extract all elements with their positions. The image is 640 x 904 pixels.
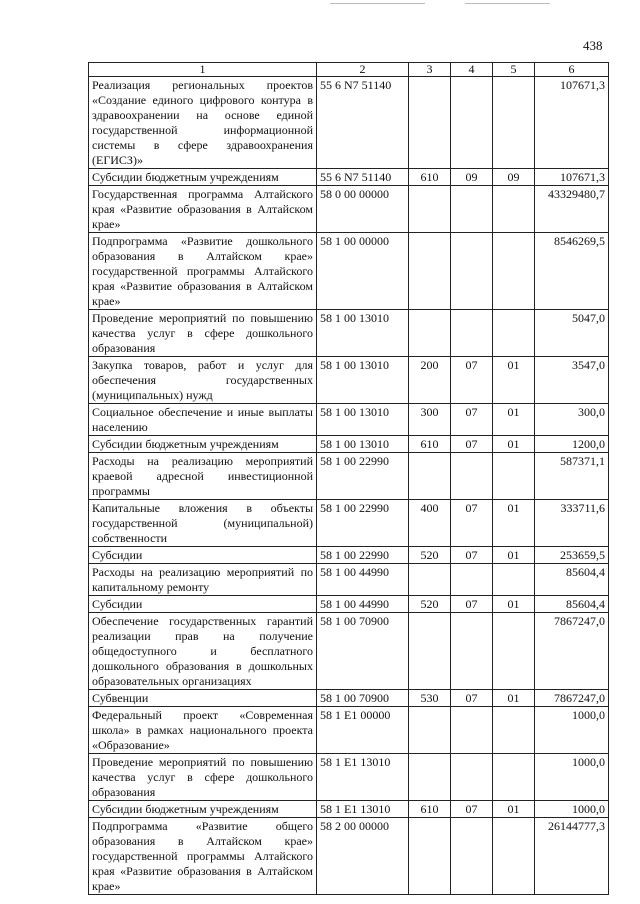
row-name: Субсидии бюджетным учреждениям — [89, 436, 317, 453]
amount: 1000,0 — [535, 707, 609, 754]
column-header: 3 — [409, 63, 451, 77]
table-row — [89, 436, 609, 453]
table-row — [89, 404, 609, 436]
subsection-code — [493, 818, 535, 895]
expense-type-code: 300 — [409, 404, 451, 436]
program-code: 58 1 00 22990 — [317, 500, 409, 547]
scan-artifact-line — [330, 3, 425, 4]
row-name: Государственная программа Алтайского края «Развитие образования в Алтайском крае» — [89, 186, 317, 233]
row-name: Субсидии бюджетным учреждениям — [89, 801, 317, 818]
budget-table-body — [89, 63, 609, 895]
amount: 1000,0 — [535, 801, 609, 818]
section-code: 07 — [451, 690, 493, 707]
expense-type-code: 400 — [409, 500, 451, 547]
program-code: 58 1 00 13010 — [317, 404, 409, 436]
amount: 26144777,3 — [535, 818, 609, 895]
section-code: 07 — [451, 404, 493, 436]
subsection-code: 01 — [493, 801, 535, 818]
expense-type-code — [409, 818, 451, 895]
program-code: 58 1 00 70900 — [317, 613, 409, 690]
row-name: Расходы на реализацию мероприятий по капитальному ремонту — [89, 564, 317, 596]
amount: 7867247,0 — [535, 613, 609, 690]
program-code: 58 1 E1 00000 — [317, 707, 409, 754]
subsection-code: 01 — [493, 690, 535, 707]
row-name: Расходы на реализацию мероприятий краевой адресной инвестиционной программы — [89, 453, 317, 500]
row-name: Субвенции — [89, 690, 317, 707]
table-row — [89, 453, 609, 500]
row-name: Проведение мероприятий по повышению качества услуг в сфере дошкольного образования — [89, 310, 317, 357]
table-row — [89, 77, 609, 169]
amount: 3547,0 — [535, 357, 609, 404]
budget-table — [88, 62, 609, 895]
subsection-code — [493, 186, 535, 233]
program-code: 58 1 00 70900 — [317, 690, 409, 707]
table-row — [89, 169, 609, 186]
section-code — [451, 707, 493, 754]
table-row — [89, 564, 609, 596]
amount: 85604,4 — [535, 564, 609, 596]
subsection-code: 09 — [493, 169, 535, 186]
expense-type-code — [409, 707, 451, 754]
expense-type-code — [409, 754, 451, 801]
amount: 253659,5 — [535, 547, 609, 564]
row-name: Капитальные вложения в объекты государственной (муниципальной) собственности — [89, 500, 317, 547]
subsection-code — [493, 707, 535, 754]
section-code — [451, 186, 493, 233]
expense-type-code — [409, 233, 451, 310]
section-code — [451, 818, 493, 895]
program-code: 58 1 00 13010 — [317, 436, 409, 453]
program-code: 58 1 E1 13010 — [317, 801, 409, 818]
section-code: 07 — [451, 596, 493, 613]
expense-type-code: 200 — [409, 357, 451, 404]
table-row — [89, 818, 609, 895]
expense-type-code: 610 — [409, 436, 451, 453]
section-code — [451, 564, 493, 596]
expense-type-code — [409, 77, 451, 169]
subsection-code: 01 — [493, 357, 535, 404]
row-name: Подпрограмма «Развитие дошкольного образования в Алтайском крае» государственной программы Алтайского края «Развитие образования в Алтайском крае» — [89, 233, 317, 310]
column-header: 4 — [451, 63, 493, 77]
program-code: 58 1 00 44990 — [317, 596, 409, 613]
program-code: 58 1 00 13010 — [317, 357, 409, 404]
program-code: 58 1 00 13010 — [317, 310, 409, 357]
subsection-code — [493, 233, 535, 310]
subsection-code: 01 — [493, 436, 535, 453]
program-code: 55 6 N7 51140 — [317, 169, 409, 186]
table-row — [89, 707, 609, 754]
section-code — [451, 77, 493, 169]
expense-type-code — [409, 186, 451, 233]
table-row — [89, 310, 609, 357]
row-name: Подпрограмма «Развитие общего образования в Алтайском крае» государственной программы Алтайского края «Развитие образования в Алтайском крае» — [89, 818, 317, 895]
amount: 107671,3 — [535, 77, 609, 169]
row-name: Закупка товаров, работ и услуг для обеспечения государственных (муниципальных) нужд — [89, 357, 317, 404]
amount: 333711,6 — [535, 500, 609, 547]
amount: 1000,0 — [535, 754, 609, 801]
section-code: 07 — [451, 801, 493, 818]
program-code: 58 1 00 00000 — [317, 233, 409, 310]
section-code: 07 — [451, 436, 493, 453]
scan-artifact-line — [465, 3, 550, 4]
program-code: 58 0 00 00000 — [317, 186, 409, 233]
column-header: 5 — [493, 63, 535, 77]
subsection-code: 01 — [493, 404, 535, 436]
row-name: Федеральный проект «Современная школа» в рамках национального проекта «Образование» — [89, 707, 317, 754]
section-code: 07 — [451, 357, 493, 404]
row-name: Проведение мероприятий по повышению качества услуг в сфере дошкольного образования — [89, 754, 317, 801]
row-name: Субсидии — [89, 596, 317, 613]
table-row — [89, 754, 609, 801]
column-header: 2 — [317, 63, 409, 77]
expense-type-code: 610 — [409, 801, 451, 818]
amount: 300,0 — [535, 404, 609, 436]
section-code: 09 — [451, 169, 493, 186]
amount: 1200,0 — [535, 436, 609, 453]
table-row — [89, 613, 609, 690]
expense-type-code: 610 — [409, 169, 451, 186]
program-code: 58 1 E1 13010 — [317, 754, 409, 801]
table-row — [89, 357, 609, 404]
program-code: 58 1 00 44990 — [317, 564, 409, 596]
amount: 43329480,7 — [535, 186, 609, 233]
table-row — [89, 186, 609, 233]
program-code: 58 1 00 22990 — [317, 453, 409, 500]
subsection-code — [493, 310, 535, 357]
section-code — [451, 310, 493, 357]
column-header: 6 — [535, 63, 609, 77]
section-code: 07 — [451, 500, 493, 547]
expense-type-code — [409, 613, 451, 690]
amount: 7867247,0 — [535, 690, 609, 707]
section-code — [451, 613, 493, 690]
subsection-code — [493, 564, 535, 596]
expense-type-code: 520 — [409, 547, 451, 564]
program-code: 58 2 00 00000 — [317, 818, 409, 895]
row-name: Субсидии бюджетным учреждениям — [89, 169, 317, 186]
expense-type-code — [409, 564, 451, 596]
amount: 587371,1 — [535, 453, 609, 500]
subsection-code — [493, 754, 535, 801]
subsection-code: 01 — [493, 547, 535, 564]
section-code: 07 — [451, 547, 493, 564]
subsection-code — [493, 453, 535, 500]
row-name: Реализация региональных проектов «Создание единого цифрового контура в здравоохранении на основе единой государственной информационной системы в сфере здравоохранения (ЕГИСЗ)» — [89, 77, 317, 169]
amount: 5047,0 — [535, 310, 609, 357]
subsection-code — [493, 613, 535, 690]
section-code — [451, 754, 493, 801]
expense-type-code: 520 — [409, 596, 451, 613]
table-row — [89, 596, 609, 613]
row-name: Субсидии — [89, 547, 317, 564]
table-row — [89, 690, 609, 707]
subsection-code: 01 — [493, 596, 535, 613]
table-header-row — [89, 63, 609, 77]
expense-type-code: 530 — [409, 690, 451, 707]
amount: 8546269,5 — [535, 233, 609, 310]
page-number: 438 — [583, 38, 603, 53]
section-code — [451, 453, 493, 500]
row-name: Социальное обеспечение и иные выплаты населению — [89, 404, 317, 436]
program-code: 55 6 N7 51140 — [317, 77, 409, 169]
table-row — [89, 500, 609, 547]
table-row — [89, 801, 609, 818]
column-header: 1 — [89, 63, 317, 77]
amount: 107671,3 — [535, 169, 609, 186]
table-row — [89, 547, 609, 564]
subsection-code — [493, 77, 535, 169]
expense-type-code — [409, 453, 451, 500]
subsection-code: 01 — [493, 500, 535, 547]
section-code — [451, 233, 493, 310]
program-code: 58 1 00 22990 — [317, 547, 409, 564]
expense-type-code — [409, 310, 451, 357]
table-row — [89, 233, 609, 310]
amount: 85604,4 — [535, 596, 609, 613]
row-name: Обеспечение государственных гарантий реализации прав на получение общедоступного и бесплатного дошкольного образования в дошкольных образовательных организациях — [89, 613, 317, 690]
